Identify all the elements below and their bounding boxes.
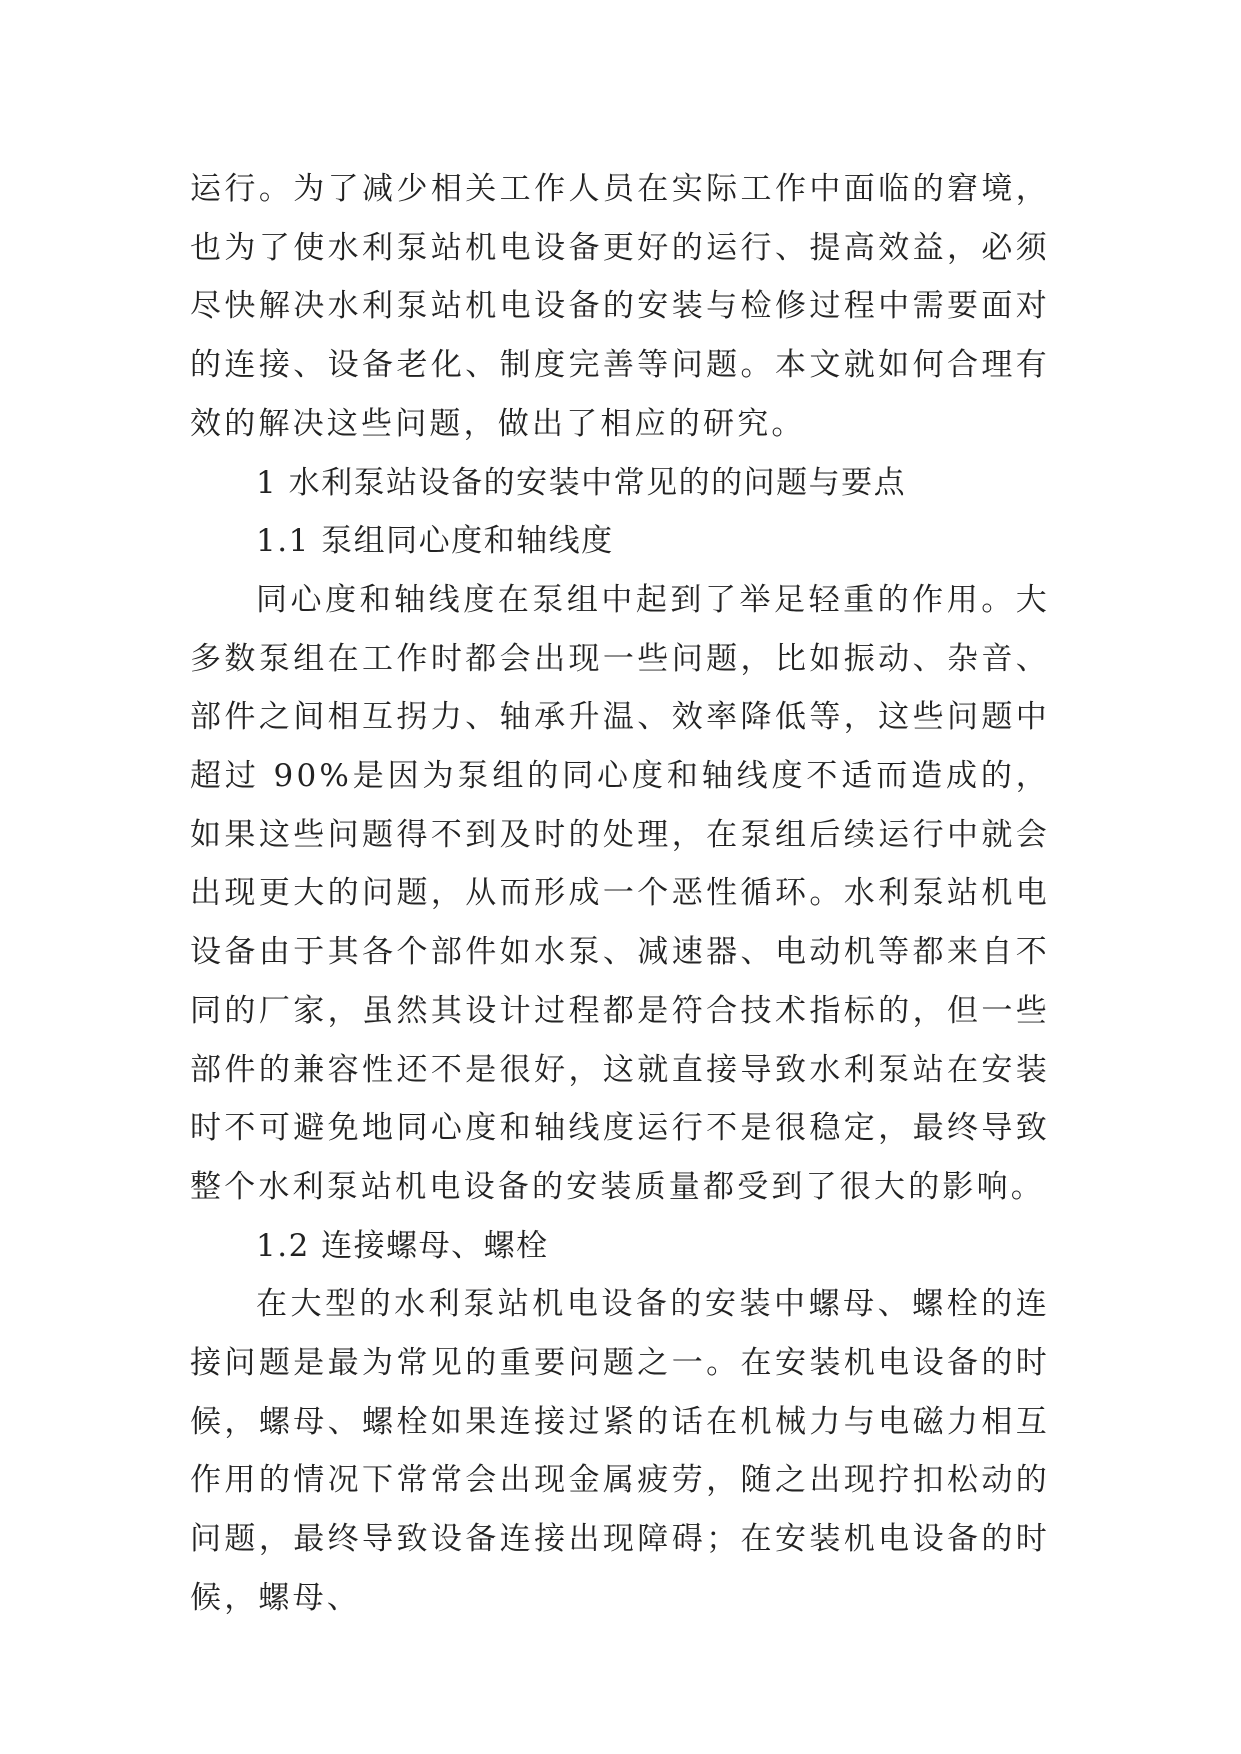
document-body [190,160,1050,1628]
section-1-1-heading: 1.1 泵组同心度和轴线度 [256,523,614,560]
section-1-2-heading: 1.2 连接螺母、螺栓 [256,1227,549,1264]
intro-paragraph: 运行。为了减少相关工作人员在实际工作中面临的窘境，也为了使水利泵站机电设备更好的运行、提高效益，必须尽快解决水利泵站机电设备的安装与检修过程中需要面对的连接、设备老化、制度完善等问题。本文就如何合理有效的解决这些问题，做出了相应的研究。 [190,171,1050,442]
section-1-2-paragraph: 在大型的水利泵站机电设备的安装中螺母、螺栓的连接问题是最为常见的重要问题之一。在安装机电设备的时候，螺母、螺栓如果连接过紧的话在机械力与电磁力相互作用的情况下常常会出现金属疲劳，随之出现拧扣松动的问题，最终导致设备连接出现障碍；在安装机电设备的时候，螺母、 [190,1286,1050,1616]
section-1-heading: 1 水利泵站设备的安装中常见的的问题与要点 [256,464,907,501]
section-1-1-paragraph: 同心度和轴线度在泵组中起到了举足轻重的作用。大多数泵组在工作时都会出现一些问题，比如振动、杂音、部件之间相互拐力、轴承升温、效率降低等，这些问题中超过 90%是因为泵组的同心度和轴线度不适而造成的，如果这些问题得不到及时的处理，在泵组后续运行中就会出现更大的问题，从而形成一个恶性循环。水利泵站机电设备由于其各个部件如水泵、减速器、电动机等都来自不同的厂家，虽然其设计过程都是符合技术指标的，但一些部件的兼容性还不是很好，这就直接导致水利泵站在安装时不可避免地同心度和轴线度运行不是很稳定，最终导致整个水利泵站机电设备的安装质量都受到了很大的影响。 [190,581,1050,1205]
